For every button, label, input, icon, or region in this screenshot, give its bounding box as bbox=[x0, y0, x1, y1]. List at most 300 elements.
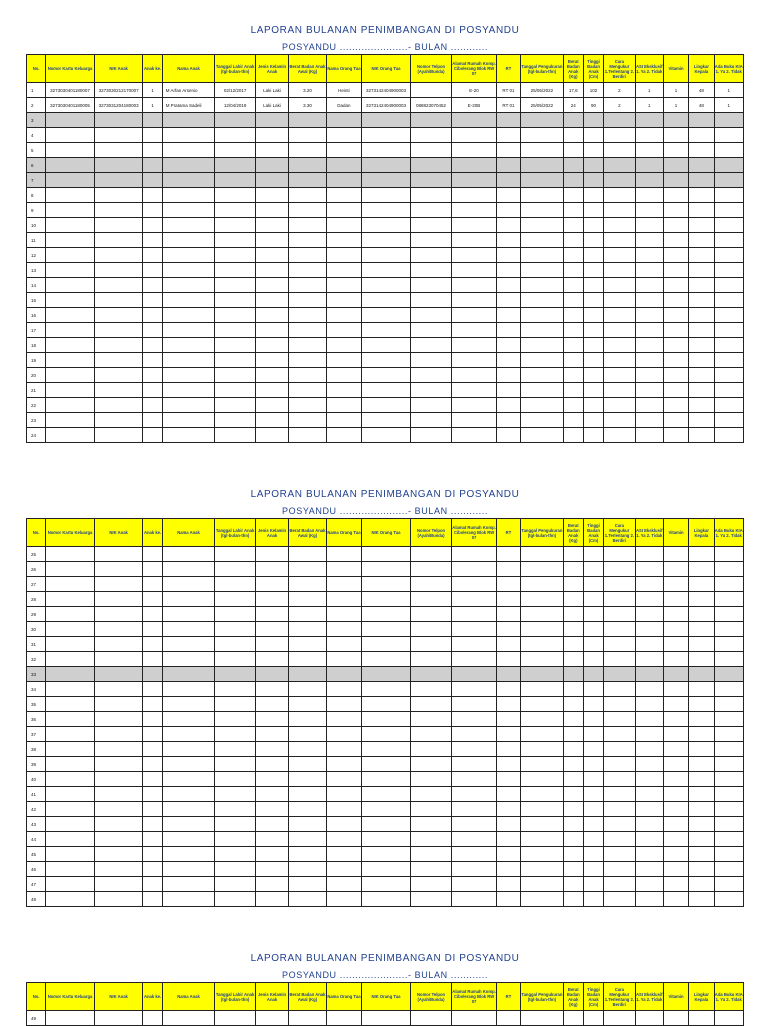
table-cell bbox=[563, 233, 583, 248]
table-cell bbox=[635, 413, 663, 428]
table-cell bbox=[362, 278, 411, 293]
table-cell bbox=[604, 278, 635, 293]
table-cell bbox=[521, 787, 564, 802]
table-cell bbox=[496, 338, 520, 353]
row-number: 27 bbox=[27, 577, 46, 592]
table-cell bbox=[255, 143, 288, 158]
table-cell bbox=[255, 308, 288, 323]
table-cell bbox=[604, 832, 635, 847]
table-cell bbox=[162, 218, 215, 233]
table-cell bbox=[94, 832, 143, 847]
table-cell bbox=[663, 817, 688, 832]
table-cell bbox=[46, 188, 95, 203]
table-cell bbox=[452, 652, 497, 667]
table-cell bbox=[143, 323, 162, 338]
table-cell bbox=[46, 398, 95, 413]
table-cell bbox=[496, 697, 520, 712]
table-cell bbox=[521, 293, 564, 308]
table-cell bbox=[604, 383, 635, 398]
table-cell bbox=[362, 128, 411, 143]
table-cell bbox=[94, 308, 143, 323]
row-number: 49 bbox=[27, 1011, 46, 1026]
table-cell bbox=[289, 203, 326, 218]
table-cell bbox=[583, 727, 603, 742]
table-cell bbox=[663, 757, 688, 772]
table-cell bbox=[496, 413, 520, 428]
table-cell bbox=[663, 682, 688, 697]
table-cell bbox=[94, 278, 143, 293]
table-cell bbox=[604, 562, 635, 577]
table-cell bbox=[255, 802, 288, 817]
table-cell bbox=[326, 727, 361, 742]
table-cell bbox=[289, 682, 326, 697]
table-cell bbox=[563, 547, 583, 562]
table-cell bbox=[583, 173, 603, 188]
column-header: Nomor Kartu Keluarga bbox=[46, 55, 95, 83]
table-cell bbox=[46, 263, 95, 278]
table-cell bbox=[563, 832, 583, 847]
table-cell bbox=[521, 622, 564, 637]
column-header: Nama Orang Tua bbox=[326, 983, 361, 1011]
table-cell bbox=[583, 308, 603, 323]
table-cell bbox=[410, 173, 452, 188]
table-cell bbox=[635, 188, 663, 203]
table-cell bbox=[583, 203, 603, 218]
table-cell bbox=[162, 128, 215, 143]
table-cell bbox=[496, 637, 520, 652]
table-cell bbox=[635, 323, 663, 338]
column-header: Ada Buku KIA 1. Ya 2. Tidak bbox=[714, 55, 743, 83]
table-cell bbox=[496, 577, 520, 592]
column-header: ASI Eksklusif 1. Ya 2. Tidak bbox=[635, 983, 663, 1011]
table-cell bbox=[583, 832, 603, 847]
table-cell bbox=[583, 892, 603, 907]
table-cell bbox=[362, 547, 411, 562]
table-cell bbox=[689, 188, 714, 203]
table-cell bbox=[583, 428, 603, 443]
table-cell bbox=[289, 218, 326, 233]
table-cell bbox=[162, 742, 215, 757]
table-cell bbox=[410, 787, 452, 802]
table-cell bbox=[689, 158, 714, 173]
table-row bbox=[27, 383, 744, 398]
table-cell bbox=[663, 428, 688, 443]
table-cell bbox=[162, 727, 215, 742]
table-cell bbox=[563, 383, 583, 398]
table-cell bbox=[162, 368, 215, 383]
table-cell bbox=[46, 577, 95, 592]
table-cell: 90 bbox=[583, 98, 603, 113]
table-cell bbox=[521, 173, 564, 188]
table-cell bbox=[496, 862, 520, 877]
column-header: NIK Anak bbox=[94, 55, 143, 83]
table-cell bbox=[563, 278, 583, 293]
table-cell bbox=[521, 308, 564, 323]
table-cell bbox=[215, 428, 256, 443]
table-cell bbox=[563, 682, 583, 697]
table-cell bbox=[94, 128, 143, 143]
column-header: Nama Anak bbox=[162, 55, 215, 83]
table-cell: 3273031204180003 bbox=[94, 98, 143, 113]
table-cell bbox=[604, 637, 635, 652]
table-cell bbox=[362, 607, 411, 622]
table-cell bbox=[563, 637, 583, 652]
table-cell bbox=[410, 143, 452, 158]
table-cell bbox=[410, 218, 452, 233]
table-cell bbox=[496, 188, 520, 203]
table-cell bbox=[521, 847, 564, 862]
table-cell bbox=[663, 353, 688, 368]
table-cell bbox=[326, 817, 361, 832]
table-cell bbox=[46, 697, 95, 712]
table-row bbox=[27, 787, 744, 802]
table-cell bbox=[46, 727, 95, 742]
table-cell bbox=[496, 802, 520, 817]
table-cell bbox=[663, 413, 688, 428]
table-cell bbox=[143, 188, 162, 203]
table-cell bbox=[496, 158, 520, 173]
table-cell bbox=[255, 383, 288, 398]
table-cell: 1 bbox=[714, 98, 743, 113]
table-cell bbox=[496, 1011, 520, 1026]
table-cell bbox=[94, 248, 143, 263]
table-cell bbox=[604, 667, 635, 682]
table-cell bbox=[46, 323, 95, 338]
table-cell bbox=[143, 353, 162, 368]
table-cell bbox=[521, 323, 564, 338]
table-cell bbox=[94, 697, 143, 712]
table-cell bbox=[496, 353, 520, 368]
column-header: Nomor Telpon (Ayah/Bunda) bbox=[410, 983, 452, 1011]
table-cell bbox=[94, 607, 143, 622]
table-cell bbox=[635, 727, 663, 742]
table-cell bbox=[410, 83, 452, 98]
table-cell bbox=[635, 757, 663, 772]
table-cell bbox=[714, 353, 743, 368]
table-cell bbox=[94, 817, 143, 832]
table-cell bbox=[94, 188, 143, 203]
table-cell bbox=[563, 667, 583, 682]
table-cell bbox=[496, 757, 520, 772]
row-number: 1 bbox=[27, 83, 46, 98]
table-cell bbox=[496, 742, 520, 757]
table-cell bbox=[215, 682, 256, 697]
table-cell bbox=[143, 727, 162, 742]
table-cell bbox=[496, 547, 520, 562]
table-cell bbox=[143, 547, 162, 562]
table-cell bbox=[604, 293, 635, 308]
table-cell bbox=[663, 293, 688, 308]
table-cell bbox=[452, 562, 497, 577]
table-cell bbox=[289, 188, 326, 203]
table-cell bbox=[143, 862, 162, 877]
table-cell bbox=[635, 622, 663, 637]
row-number: 36 bbox=[27, 712, 46, 727]
row-number: 32 bbox=[27, 652, 46, 667]
table-cell bbox=[326, 667, 361, 682]
table-cell bbox=[289, 787, 326, 802]
table-cell bbox=[563, 622, 583, 637]
table-cell bbox=[714, 862, 743, 877]
table-cell bbox=[215, 188, 256, 203]
table-cell bbox=[689, 847, 714, 862]
column-header: Berat Badan Anak (Kg) bbox=[563, 519, 583, 547]
table-cell bbox=[162, 847, 215, 862]
table-cell bbox=[326, 892, 361, 907]
table-cell bbox=[255, 772, 288, 787]
table-cell bbox=[714, 158, 743, 173]
table-cell bbox=[496, 248, 520, 263]
table-cell bbox=[452, 308, 497, 323]
table-cell bbox=[635, 428, 663, 443]
table-row bbox=[27, 697, 744, 712]
table-cell bbox=[714, 323, 743, 338]
table-cell bbox=[94, 592, 143, 607]
table-cell bbox=[452, 248, 497, 263]
table-cell bbox=[496, 383, 520, 398]
table-cell bbox=[162, 637, 215, 652]
report-subtitle: POSYANDU ......................- BULAN ............ bbox=[282, 42, 488, 52]
table-cell bbox=[143, 233, 162, 248]
table-cell bbox=[215, 203, 256, 218]
table-cell bbox=[289, 712, 326, 727]
report-title: LAPORAN BULANAN PENIMBANGAN DI POSYANDU bbox=[250, 489, 520, 500]
table-cell bbox=[689, 383, 714, 398]
table-cell bbox=[143, 413, 162, 428]
table-cell bbox=[143, 577, 162, 592]
table-cell bbox=[410, 383, 452, 398]
table-cell bbox=[563, 802, 583, 817]
table-cell bbox=[521, 757, 564, 772]
table-row bbox=[27, 667, 744, 682]
table-cell bbox=[289, 622, 326, 637]
table-cell bbox=[362, 757, 411, 772]
table-cell bbox=[326, 1011, 361, 1026]
table-cell: 17,6 bbox=[563, 83, 583, 98]
table-cell bbox=[143, 173, 162, 188]
table-cell bbox=[714, 607, 743, 622]
table-cell bbox=[521, 877, 564, 892]
table-cell bbox=[452, 113, 497, 128]
table-cell: Dadan bbox=[326, 98, 361, 113]
table-cell bbox=[583, 592, 603, 607]
table-cell bbox=[215, 772, 256, 787]
table-cell bbox=[714, 308, 743, 323]
table-cell bbox=[46, 847, 95, 862]
table-cell bbox=[563, 323, 583, 338]
table-cell bbox=[289, 368, 326, 383]
table-cell bbox=[496, 308, 520, 323]
table-cell bbox=[289, 173, 326, 188]
table-cell: 3273030401180005 bbox=[46, 98, 95, 113]
table-cell bbox=[714, 398, 743, 413]
table-cell bbox=[255, 338, 288, 353]
table-cell bbox=[362, 637, 411, 652]
table-row bbox=[27, 1011, 744, 1026]
table-cell bbox=[410, 248, 452, 263]
table-cell bbox=[326, 802, 361, 817]
table-cell bbox=[689, 862, 714, 877]
table-cell bbox=[663, 158, 688, 173]
table-cell: 02/12/2017 bbox=[215, 83, 256, 98]
table-cell bbox=[162, 1011, 215, 1026]
row-number: 10 bbox=[27, 218, 46, 233]
table-cell bbox=[215, 383, 256, 398]
table-cell bbox=[143, 592, 162, 607]
table-cell bbox=[94, 263, 143, 278]
table-cell bbox=[604, 203, 635, 218]
table-cell bbox=[94, 398, 143, 413]
table-cell bbox=[289, 892, 326, 907]
table-cell bbox=[143, 203, 162, 218]
table-cell bbox=[289, 338, 326, 353]
table-cell bbox=[162, 323, 215, 338]
table-cell bbox=[663, 278, 688, 293]
table-cell bbox=[410, 278, 452, 293]
table-cell bbox=[255, 188, 288, 203]
table-cell bbox=[326, 712, 361, 727]
table-cell bbox=[289, 128, 326, 143]
table-cell bbox=[215, 637, 256, 652]
table-cell bbox=[521, 817, 564, 832]
table-cell bbox=[362, 622, 411, 637]
table-row bbox=[27, 188, 744, 203]
table-cell bbox=[521, 742, 564, 757]
table-cell bbox=[46, 742, 95, 757]
table-cell bbox=[215, 323, 256, 338]
table-cell bbox=[410, 742, 452, 757]
table-cell bbox=[452, 607, 497, 622]
table-cell bbox=[362, 188, 411, 203]
table-cell bbox=[663, 652, 688, 667]
table-cell bbox=[689, 173, 714, 188]
table-row bbox=[27, 862, 744, 877]
table-cell bbox=[496, 203, 520, 218]
table-row bbox=[27, 203, 744, 218]
column-header: Nomor Kartu Keluarga bbox=[46, 519, 95, 547]
table-cell bbox=[496, 607, 520, 622]
table-cell bbox=[635, 772, 663, 787]
row-number: 43 bbox=[27, 817, 46, 832]
table-cell bbox=[326, 308, 361, 323]
table-cell: 102 bbox=[583, 83, 603, 98]
table-cell bbox=[215, 787, 256, 802]
table-cell bbox=[496, 233, 520, 248]
table-cell bbox=[583, 652, 603, 667]
table-cell bbox=[563, 128, 583, 143]
table-cell bbox=[604, 248, 635, 263]
table-cell bbox=[143, 607, 162, 622]
table-cell bbox=[215, 652, 256, 667]
table-cell bbox=[215, 293, 256, 308]
table-cell bbox=[46, 637, 95, 652]
table-cell bbox=[452, 323, 497, 338]
column-header: Cara Mengukur 1.Terlentang 2. Berdiri bbox=[604, 983, 635, 1011]
table-cell bbox=[496, 398, 520, 413]
table-cell bbox=[46, 203, 95, 218]
table-cell bbox=[635, 1011, 663, 1026]
table-cell bbox=[162, 712, 215, 727]
column-header: No. bbox=[27, 519, 46, 547]
table-cell bbox=[663, 1011, 688, 1026]
table-cell bbox=[663, 697, 688, 712]
table-cell bbox=[46, 562, 95, 577]
table-cell bbox=[143, 802, 162, 817]
table-cell bbox=[452, 757, 497, 772]
row-number: 44 bbox=[27, 832, 46, 847]
table-row bbox=[27, 338, 744, 353]
table-cell bbox=[143, 622, 162, 637]
row-number: 9 bbox=[27, 203, 46, 218]
table-cell bbox=[452, 832, 497, 847]
table-cell bbox=[663, 248, 688, 263]
table-cell bbox=[521, 113, 564, 128]
table-cell: E-20 bbox=[452, 83, 497, 98]
table-cell bbox=[94, 158, 143, 173]
table-cell bbox=[215, 113, 256, 128]
table-cell bbox=[563, 727, 583, 742]
table-cell bbox=[496, 727, 520, 742]
table-cell bbox=[583, 248, 603, 263]
table-cell bbox=[410, 577, 452, 592]
table-cell bbox=[604, 218, 635, 233]
row-number: 42 bbox=[27, 802, 46, 817]
table-cell bbox=[583, 323, 603, 338]
column-header: Tanggal Pengukuran (tgl-bulan-thn) bbox=[521, 55, 564, 83]
table-cell bbox=[563, 697, 583, 712]
table-cell bbox=[689, 607, 714, 622]
table-row bbox=[27, 757, 744, 772]
table-cell bbox=[635, 383, 663, 398]
column-header: RT bbox=[496, 55, 520, 83]
table-cell bbox=[563, 877, 583, 892]
table-cell bbox=[496, 218, 520, 233]
table-cell bbox=[663, 398, 688, 413]
table-cell bbox=[255, 682, 288, 697]
report-table bbox=[26, 518, 744, 907]
table-cell bbox=[663, 188, 688, 203]
table-cell bbox=[94, 727, 143, 742]
table-cell bbox=[362, 353, 411, 368]
table-cell bbox=[604, 622, 635, 637]
table-cell bbox=[215, 218, 256, 233]
table-cell bbox=[521, 263, 564, 278]
table-cell bbox=[362, 862, 411, 877]
table-cell bbox=[143, 113, 162, 128]
table-cell bbox=[143, 892, 162, 907]
column-header: Ada Buku KIA 1. Ya 2. Tidak bbox=[714, 519, 743, 547]
table-cell bbox=[583, 413, 603, 428]
table-cell bbox=[326, 173, 361, 188]
table-cell: RT 01 bbox=[496, 98, 520, 113]
table-cell bbox=[162, 398, 215, 413]
column-header: NIK Orang Tua bbox=[362, 519, 411, 547]
table-cell bbox=[410, 892, 452, 907]
column-header: Lingkar Kepala bbox=[689, 983, 714, 1011]
table-cell bbox=[714, 892, 743, 907]
table-cell bbox=[143, 562, 162, 577]
table-cell bbox=[162, 592, 215, 607]
table-cell bbox=[143, 697, 162, 712]
table-cell bbox=[663, 772, 688, 787]
table-cell bbox=[143, 817, 162, 832]
table-cell bbox=[410, 772, 452, 787]
table-cell bbox=[583, 877, 603, 892]
table-cell bbox=[663, 787, 688, 802]
table-cell bbox=[215, 547, 256, 562]
table-cell bbox=[714, 338, 743, 353]
table-cell bbox=[410, 877, 452, 892]
